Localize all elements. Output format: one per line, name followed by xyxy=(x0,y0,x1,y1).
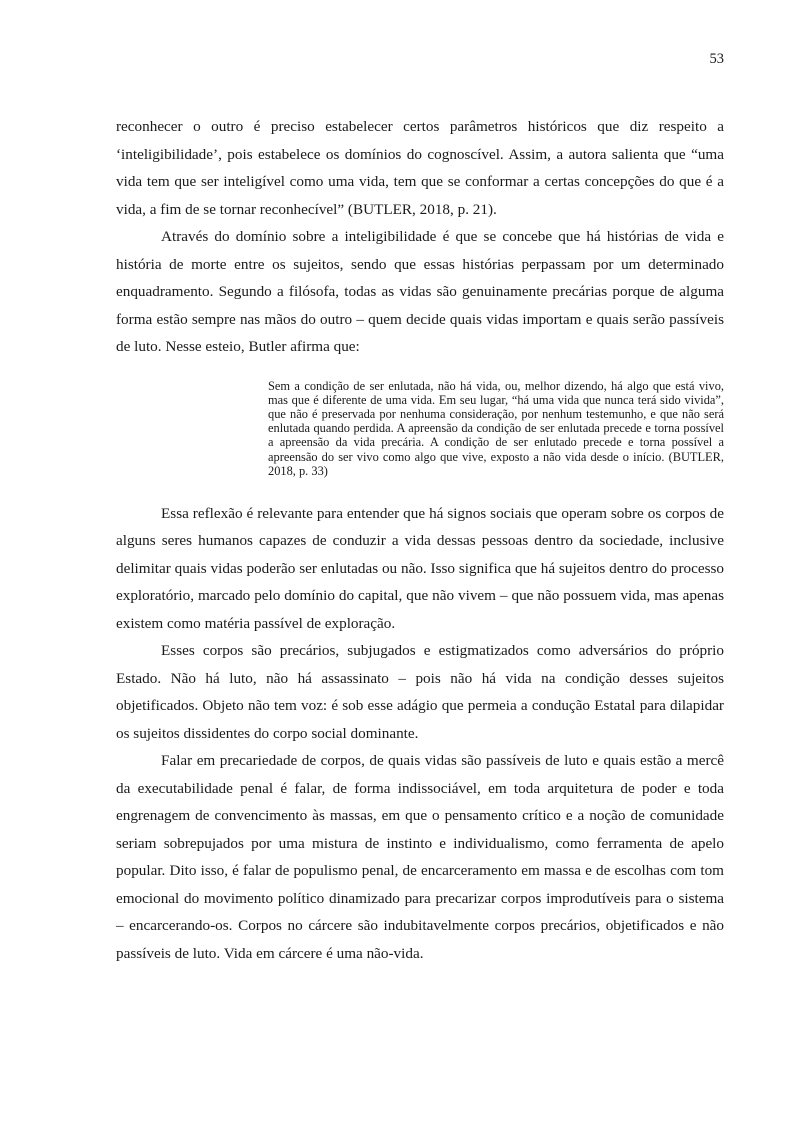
paragraph-continuation: reconhecer o outro é preciso estabelecer certos parâmetros históricos que diz respeito a ‘inteligibilidade’, pois estabelece os domínios do cognoscível. Assim, a autora salienta que “uma vida tem que ser inteligível como uma vida, tem que se conformar a certas concepções do que é a vida, a fim de se tornar reconhecível” (BUTLER, 2018, p. 21). xyxy=(116,118,724,218)
paragraph-social-signs: Essa reflexão é relevante para entender que há signos sociais que operam sobre os corpos de alguns seres humanos capazes de conduzir a vida dessas pessoas dentro da sociedade, inclusive delimitar quais vidas poderão ser enlutadas ou não. Isso significa que há sujeitos dentro do processo exploratório, marcado pelo domínio do capital, que não vivem – que não possuem vida, mas apenas existem como matéria passível de exploração. xyxy=(116,504,724,632)
page-body xyxy=(116,113,724,967)
paragraph-penal-populism: Falar em precariedade de corpos, de quais vidas são passíveis de luto e quais estão a mercê da executabilidade penal é falar, de forma indissociável, em toda arquitetura de poder e toda engrenagem de convencimento às massas, em que o pensamento crítico e a noção de comunidade seriam sobrepujados por uma mistura de instinto e individualismo, como ferramenta de apelo popular. Dito isso, é falar de populismo penal, de encarceramento em massa e de escolhas com tom emocional do movimento político dinamizado para precarizar corpos improdutíveis para o sistema – encarcerando-os. Corpos no cárcere são indubitavelmente corpos precários, objetificados e não passíveis de luto. Vida em cárcere é uma não-vida. xyxy=(116,752,724,962)
paragraph-intelligibility: Através do domínio sobre a inteligibilidade é que se concebe que há histórias de vida e história de morte entre os sujeitos, sendo que essas histórias perpassam por um determinado enquadramento. Segundo a filósofa, todas as vidas são genuinamente precárias porque de alguma forma estão sempre nas mãos do outro – quem decide quais vidas importam e quais serão passíveis de luto. Nesse esteio, Butler afirma que: xyxy=(116,228,724,355)
paragraph-precarious-bodies: Esses corpos são precários, subjugados e estigmatizados como adversários do próprio Estado. Não há luto, não há assassinato – pois não há vida na condição desses sujeitos objetificados. Objeto não tem voz: é sob esse adágio que permeia a condução Estatal para dilapidar os sujeitos dissidentes do corpo social dominante. xyxy=(116,642,724,742)
block-quote-butler: Sem a condição de ser enlutada, não há vida, ou, melhor dizendo, há algo que está vivo, mas que é diferente de uma vida. Em seu lugar, “há uma vida que nunca terá sido vivida”, que não é preservada por nenhuma consideração, por nenhum testemunho, e que não será enlutada quando perdida. A apreensão da condição de ser enlutada precede e torna possível a apreensão da vida precária. A condição de ser enlutado precede e torna possível a apreensão do ser vivo como algo que vive, exposto a não vida desde o início. (BUTLER, 2018, p. 33) xyxy=(268,378,724,478)
page-number: 53 xyxy=(709,51,724,67)
